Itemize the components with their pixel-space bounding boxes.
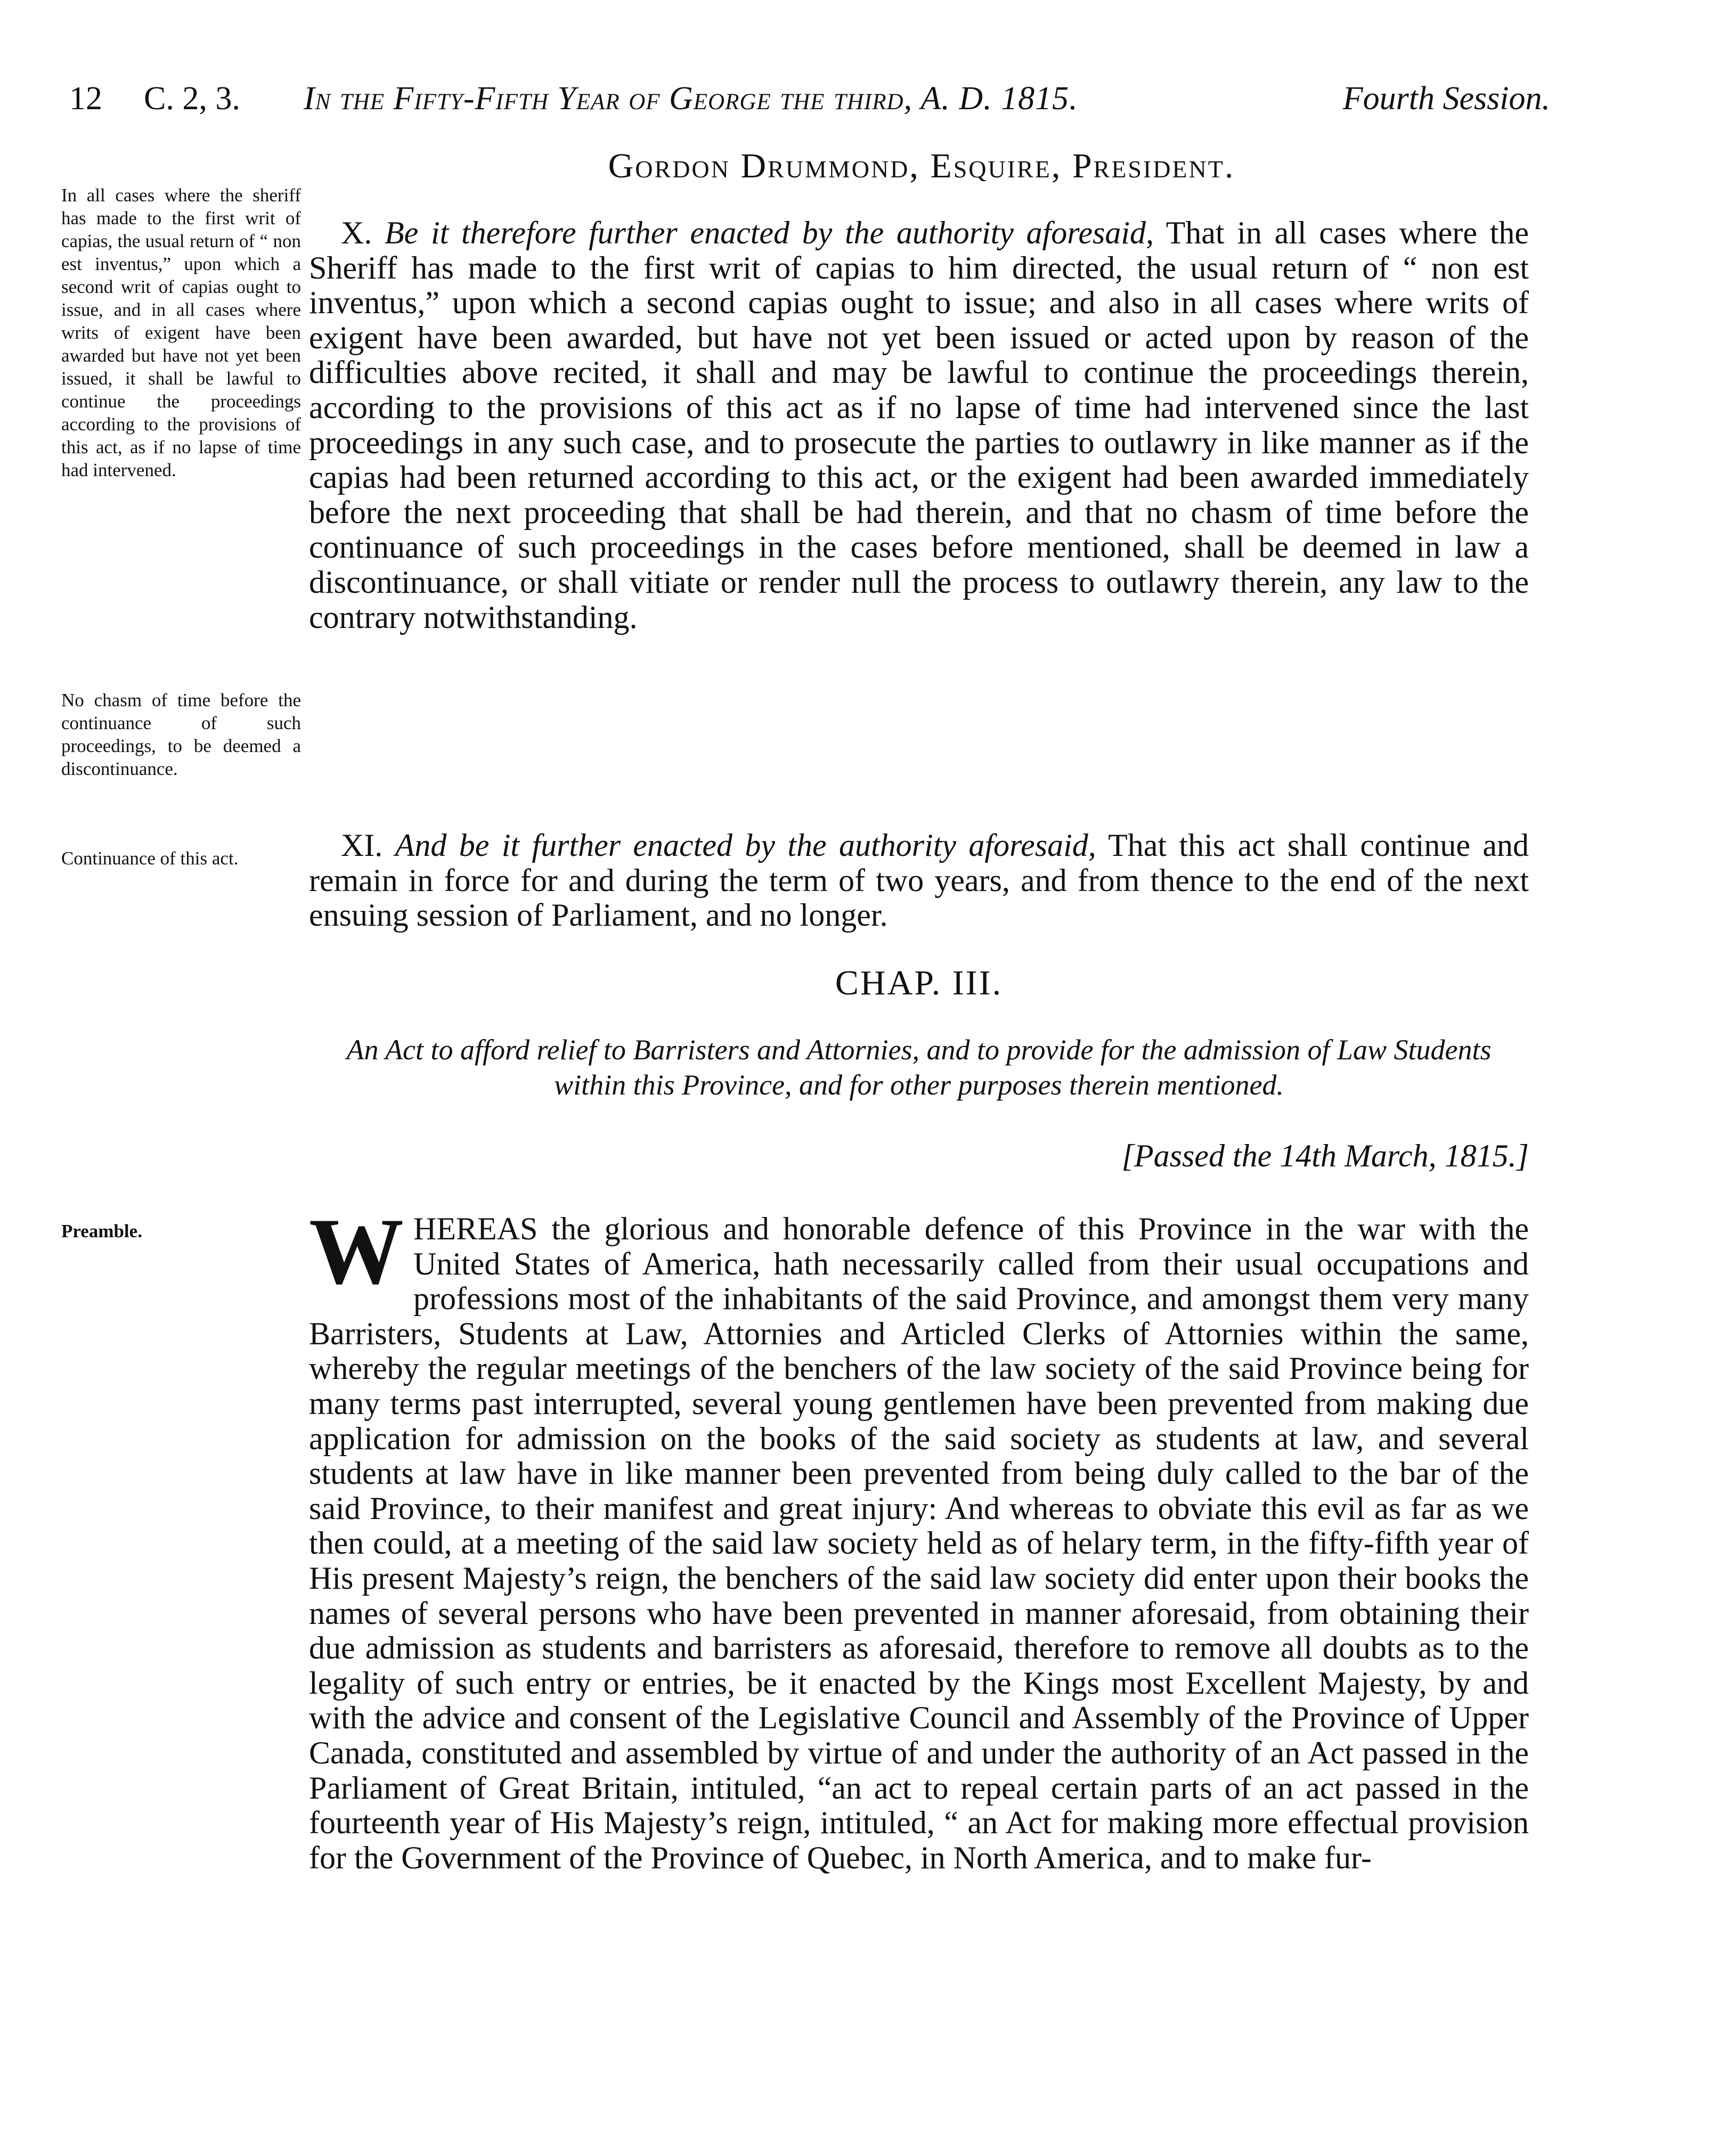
section-xi-text: That this act shall continue and remain in force for and during the term of two years, and from thence to the end of the next ensuing session of Parliament, and no longer. — [309, 828, 1529, 933]
chapter-reference: C. 2, 3. — [144, 80, 240, 117]
session-label: Fourth Session. — [1342, 80, 1550, 117]
margin-note-chasm: No chasm of time before the continuance of such proceedings, to be deemed a discontinuance. — [61, 690, 301, 779]
section-xi-number: XI. — [341, 828, 383, 863]
act-title: An Act to afford relief to Barristers and Attornies, and to provide for the admission of Law Students within this Province, and for other purposes therein mentioned. — [346, 1034, 1492, 1101]
passed-date: [Passed the 14th March, 1815.] — [1121, 1138, 1529, 1173]
margin-note-capias: In all cases where the sheriff has made to the first writ of capias, the usual return of “ non est inventus,” upon which a second writ of capias ought to issue, and in all cases where writs of exigent have been awarded but have not yet been issued, it shall be lawful to continue the proceedings according to the provisions of this act, as if no lapse of time had intervened. — [61, 185, 301, 480]
section-x — [309, 216, 1529, 635]
page-number: 12 — [69, 80, 102, 117]
section-x-number: X. — [341, 215, 372, 250]
running-title: In the Fifty-Fifth Year of George the third, A. D. 1815. — [304, 80, 1078, 117]
president-line: Gordon Drummond, Esquire, President. — [608, 146, 1235, 185]
section-xi — [309, 828, 1529, 933]
chapter-heading: CHAP. III. — [835, 963, 1003, 1002]
section-x-enacting-clause: Be it therefore further enacted by the authority aforesaid, — [385, 215, 1154, 250]
drop-cap: W — [309, 1198, 404, 1304]
preamble-body: HEREAS the glorious and honorable defence of this Province in the war with the United States of America, hath necessarily called from their usual occupations and professions most of the inhabitants of the said Province, and amongst them very many Barristers, Students at Law, Attornies and Articled Clerks of Attornies within the same, whereby the regular meetings of the benchers of the law society of the said Province being for many terms past interrupted, several young gentlemen have been prevented from making due application for admission on the books of the said society as students at law, and several students at law have in like manner been prevented from being duly called to the bar of the said Province, to their manifest and great injury: And whereas to obviate this evil as far as we then could, at a meeting of the said law society held as of helary term, in the fifty-fifth year of His present Majesty’s reign, the benchers of the said law society did enter upon their books the names of several persons who have been prevented in manner aforesaid, from obtaining their due admission as students and barristers as aforesaid, therefore to remove all doubts as to the legality of such entry or entries, be it enacted by the Kings most Excellent Majesty, by and with the advice and consent of the Legislative Council and Assembly of the Province of Upper Canada, constituted and assembled by virtue of and under the authority of an Act passed in the Parliament of Great Britain, intituled, “an act to repeal certain parts of an act passed in the fourteenth year of His Majesty’s reign, intituled, “ an Act for making more effectual provision for the Government of the Province of Quebec, in North America, and to make fur- — [309, 1211, 1529, 1875]
section-x-text: That in all cases where the Sheriff has made to the first writ of capias to him directed, the usual return of “ non est inventus,” upon which a second capias ought to issue; and also in all cases where writs of exigent have been awarded, but have not yet been issued or acted upon by reason of the difficulties above recited, it shall and may be lawful to continue the proceedings therein, according to the provisions of this act as if no lapse of time had intervened since the last proceedings in any such case, and to prosecute the parties to outlawry in like manner as if the capias had been returned according to this act, or the exigent had been awarded immediately before the next proceeding that shall be had therein, and that no chasm of time before the continuance of such proceedings in the cases before mentioned, shall be deemed in law a discontinuance, or shall vitiate or render null the process to outlawry therein, any law to the contrary notwithstanding. — [309, 215, 1529, 635]
margin-note-preamble: Preamble. — [61, 1221, 142, 1242]
margin-note-continuance: Continuance of this act. — [61, 848, 239, 869]
running-header — [69, 75, 1550, 123]
section-xi-enacting-clause: And be it further enacted by the authority aforesaid, — [395, 828, 1096, 863]
preamble-text — [309, 1198, 1529, 1875]
